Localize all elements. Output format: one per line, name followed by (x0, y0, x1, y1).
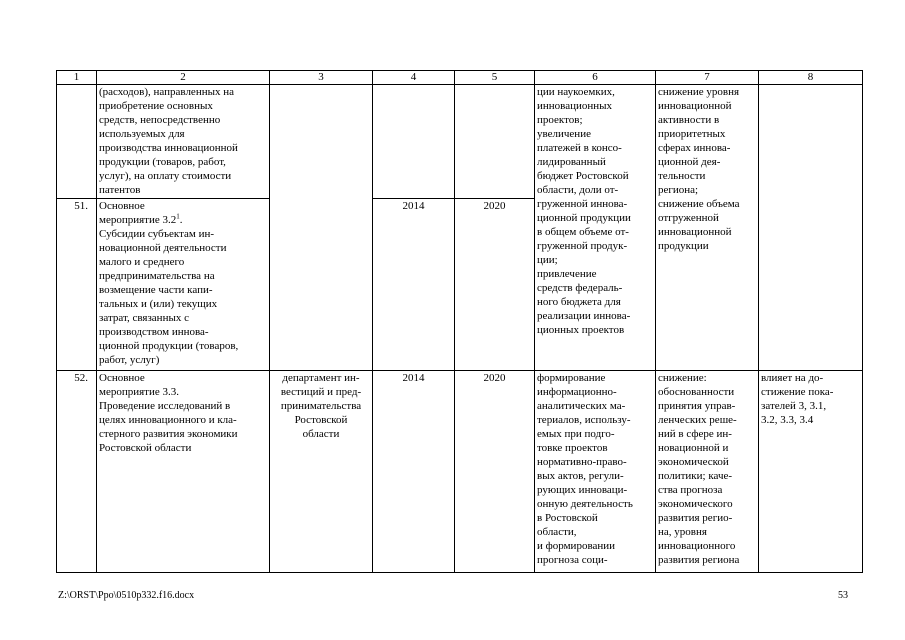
table-row-continuation (57, 85, 863, 199)
row-cont-executor (270, 85, 373, 371)
row-cont-num (57, 85, 97, 199)
row-cont-expected-result: ции наукоемких, инновационных проектов; увеличение платежей в консо- лидированный бюджет Ростовской области, доли от- груженной иннова- ционной продукции в общем объеме от- груженной продук- ции; привлечение средств федераль- ного бюджета для реализации иннова- ционных проектов (535, 85, 656, 371)
footer-file-path: Z:\ORST\Ppo\0510p332.f16.docx (58, 590, 195, 601)
table-row-52 (57, 371, 863, 573)
row-cont-description: (расходов), направленных на приобретение основных средств, непосредственно используемых для производства инновационной продукции (товаров, работ, услуг), на оплату стоимости патентов (97, 85, 270, 199)
header-col-7: 7 (656, 71, 759, 85)
header-col-5: 5 (455, 71, 535, 85)
row-51-footnote-mark: 1 (176, 212, 180, 221)
program-table (56, 70, 863, 573)
header-col-1: 1 (57, 71, 97, 85)
row-51-start-year: 2014 (373, 199, 455, 371)
header-col-6: 6 (535, 71, 656, 85)
row-52-executor: департамент ин- вестиций и пред- принимательства Ростовской области (270, 371, 373, 573)
row-52-consequences: снижение: обоснованности принятия управ- ленческих реше- ний в сфере ин- новационной и экономической политики; каче- ства прогноза экономического развития регио- на, уровня инновационного развития региона (656, 371, 759, 573)
page-number: 53 (838, 590, 848, 601)
row-52-indicators: влияет на до- стижение пока- зателей 3, 3.1, 3.2, 3.3, 3.4 (759, 371, 863, 573)
row-51-description: Основное мероприятие $3.2^1$. Субсидии субъектам ин- новационной деятельности малого и среднего предпринимательства на возмещение части капи- тальных и (или) текущих затрат, связанных с производством иннова- ционной продукции (товаров, работ, услуг) (97, 199, 270, 371)
row-cont-consequences: снижение уровня инновационной активности в приоритетных сферах иннова- ционной дея- тельности региона; снижение объема отгруженной инновационной продукции (656, 85, 759, 371)
header-col-2: 2 (97, 71, 270, 85)
header-col-8: 8 (759, 71, 863, 85)
row-52-end-year: 2020 (455, 371, 535, 573)
row-52-number: 52. (57, 371, 97, 573)
row-cont-indicators (759, 85, 863, 371)
header-col-4: 4 (373, 71, 455, 85)
row-51-end-year: 2020 (455, 199, 535, 371)
row-51-number: 51. (57, 199, 97, 371)
header-row (57, 71, 863, 85)
row-cont-start (373, 85, 455, 199)
row-cont-end (455, 85, 535, 199)
row-52-start-year: 2014 (373, 371, 455, 573)
row-52-description: Основное мероприятие 3.3. Проведение исследований в целях инновационного и кла- стерного развития экономики Ростовской области (97, 371, 270, 573)
header-col-3: 3 (270, 71, 373, 85)
row-52-expected-result: формирование информационно- аналитических ма- териалов, использу- емых при подго- товке проектов нормативно-право- вых актов, регули- рующих инноваци- онную деятельность в Ростовской области, и формировании прогноза соци- (535, 371, 656, 573)
